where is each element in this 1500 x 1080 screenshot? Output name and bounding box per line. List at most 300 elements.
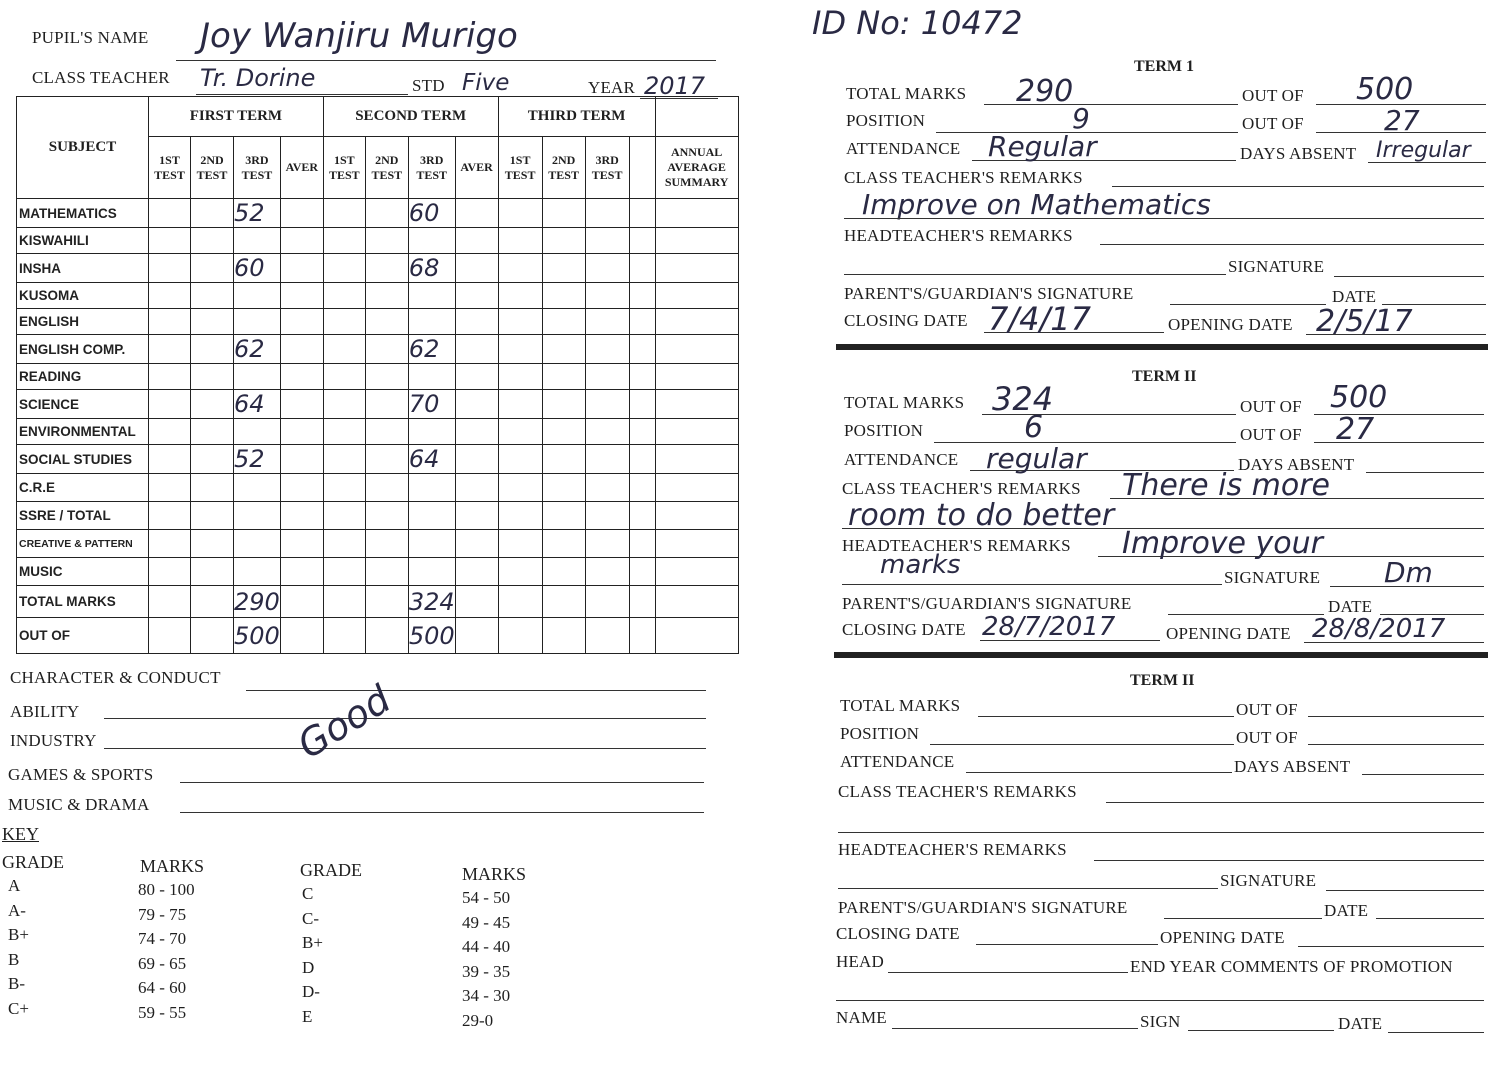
mark-cell bbox=[323, 364, 365, 390]
mark-cell bbox=[629, 586, 655, 618]
table-row bbox=[17, 228, 739, 254]
class-teacher-label: CLASS TEACHER bbox=[32, 68, 170, 87]
t1-test3-header: 3RD TEST bbox=[234, 137, 281, 199]
second-term-3rd-test-mark bbox=[408, 364, 455, 390]
mark-cell bbox=[498, 474, 542, 502]
mark-cell bbox=[585, 502, 629, 530]
t3-aver-header bbox=[629, 137, 655, 199]
term2-opening-date-label: OPENING DATE bbox=[1166, 624, 1291, 643]
term1-position-out-of-value: 27 bbox=[1384, 104, 1420, 137]
mark-cell bbox=[629, 419, 655, 445]
mark-cell bbox=[280, 364, 323, 390]
key-grade: C- bbox=[302, 908, 319, 928]
mark-cell bbox=[149, 309, 191, 335]
mark-cell bbox=[655, 364, 738, 390]
key-grade: B bbox=[8, 949, 20, 969]
std-label: STD bbox=[412, 76, 445, 95]
mark-cell bbox=[585, 309, 629, 335]
key-marks: 80 - 100 bbox=[138, 880, 195, 899]
second-term-3rd-test-mark: 62 bbox=[408, 335, 455, 364]
mark-cell bbox=[191, 618, 234, 654]
music-drama-label: MUSIC & DRAMA bbox=[8, 795, 150, 814]
mark-cell bbox=[365, 228, 408, 254]
first-term-3rd-test-mark bbox=[234, 228, 281, 254]
term3-signature-label: SIGNATURE bbox=[1220, 871, 1317, 890]
key-marks: 64 - 60 bbox=[138, 978, 187, 998]
mark-cell bbox=[323, 254, 365, 283]
key-grade: A- bbox=[8, 900, 26, 920]
key-grade: B+ bbox=[302, 933, 323, 953]
subject-name: ENGLISH COMP. bbox=[17, 335, 149, 364]
mark-cell bbox=[280, 502, 323, 530]
first-term-3rd-test-mark: 290 bbox=[234, 587, 280, 616]
mark-cell bbox=[149, 502, 191, 530]
ability-line bbox=[104, 718, 706, 719]
mark-cell bbox=[191, 364, 234, 390]
mark-cell bbox=[365, 335, 408, 364]
mark-cell bbox=[455, 390, 498, 419]
term1-divider bbox=[836, 344, 1488, 350]
mark-cell bbox=[542, 254, 585, 283]
sign-line bbox=[1188, 1030, 1334, 1031]
first-term-3rd-test-mark bbox=[234, 309, 281, 335]
term1-position-out-of-label: OUT OF bbox=[1242, 114, 1304, 133]
key-grade: A bbox=[8, 876, 21, 895]
mark-cell bbox=[455, 419, 498, 445]
mark-cell bbox=[323, 228, 365, 254]
mark-cell bbox=[323, 283, 365, 309]
subject-name: ENGLISH bbox=[17, 309, 149, 335]
term3-total-marks-label: TOTAL MARKS bbox=[840, 696, 961, 715]
mark-cell bbox=[191, 502, 234, 530]
key-marks-label-2: MARKS bbox=[462, 864, 527, 884]
mark-cell bbox=[365, 558, 408, 586]
mark-cell bbox=[655, 474, 738, 502]
second-term-3rd-test-mark: 64 bbox=[408, 445, 455, 474]
t3-test3-header: 3RD TEST bbox=[585, 137, 629, 199]
mark-cell bbox=[629, 390, 655, 419]
mark-cell bbox=[585, 335, 629, 364]
table-row bbox=[17, 530, 739, 558]
term2-title: TERM II bbox=[1132, 368, 1197, 385]
term3-date-line bbox=[1376, 918, 1484, 919]
mark-cell bbox=[191, 199, 234, 228]
term2-signature-label: SIGNATURE bbox=[1224, 568, 1321, 587]
mark-cell bbox=[149, 558, 191, 586]
key-grade: C+ bbox=[8, 999, 29, 1018]
key-grade: D bbox=[302, 957, 315, 977]
mark-cell bbox=[629, 445, 655, 474]
first-term-3rd-test-mark bbox=[234, 364, 281, 390]
games-sports-line bbox=[180, 782, 704, 783]
mark-cell bbox=[629, 474, 655, 502]
mark-cell bbox=[655, 445, 738, 474]
term1-title: TERM 1 bbox=[1134, 58, 1194, 75]
final-date-line bbox=[1388, 1032, 1484, 1033]
mark-cell bbox=[323, 445, 365, 474]
mark-cell bbox=[655, 618, 738, 654]
key-marks: 44 - 40 bbox=[462, 937, 511, 957]
term3-title: TERM II bbox=[1130, 672, 1195, 689]
mark-cell bbox=[629, 530, 655, 558]
term1-date-label: DATE bbox=[1332, 287, 1377, 306]
mark-cell bbox=[191, 228, 234, 254]
first-term-3rd-test-mark bbox=[234, 558, 281, 586]
term3-class-teacher-remarks-line bbox=[1106, 802, 1484, 803]
table-row bbox=[17, 390, 739, 419]
term1-parent-signature-label: PARENT'S/GUARDIAN'S SIGNATURE bbox=[844, 284, 1134, 303]
term2-parent-signature-line bbox=[1168, 614, 1324, 615]
mark-cell bbox=[280, 199, 323, 228]
mark-cell bbox=[542, 586, 585, 618]
industry-label: INDUSTRY bbox=[10, 731, 97, 750]
first-term-3rd-test-mark: 60 bbox=[234, 254, 281, 283]
t2-aver-header: AVER bbox=[455, 137, 498, 199]
mark-cell bbox=[585, 283, 629, 309]
key-grade-label-2: GRADE bbox=[300, 860, 362, 880]
term1-position-label: POSITION bbox=[846, 111, 926, 130]
term3-position-label: POSITION bbox=[840, 724, 920, 743]
second-term-header: SECOND TERM bbox=[323, 97, 498, 137]
mark-cell bbox=[629, 228, 655, 254]
mark-cell bbox=[629, 199, 655, 228]
key-marks: 29-0 bbox=[462, 1011, 494, 1030]
mark-cell bbox=[629, 502, 655, 530]
subject-name: ENVIRONMENTAL bbox=[17, 419, 149, 445]
mark-cell bbox=[365, 283, 408, 309]
mark-cell bbox=[149, 586, 191, 618]
mark-cell bbox=[365, 199, 408, 228]
mark-cell bbox=[629, 558, 655, 586]
term3-headteacher-remarks-label: HEADTEACHER'S REMARKS bbox=[838, 840, 1067, 859]
mark-cell bbox=[455, 309, 498, 335]
table-row bbox=[17, 364, 739, 390]
mark-cell bbox=[149, 530, 191, 558]
term1-parent-signature-line bbox=[1170, 304, 1326, 305]
mark-cell bbox=[280, 335, 323, 364]
key-marks: 74 - 70 bbox=[138, 929, 187, 949]
term2-attendance-label: ATTENDANCE bbox=[844, 450, 959, 469]
mark-cell bbox=[542, 309, 585, 335]
mark-cell bbox=[585, 199, 629, 228]
mark-cell bbox=[455, 474, 498, 502]
games-sports-label: GAMES & SPORTS bbox=[8, 765, 154, 784]
mark-cell bbox=[323, 530, 365, 558]
pupil-name-value: Joy Wanjiru Murigo bbox=[200, 16, 518, 56]
mark-cell bbox=[542, 335, 585, 364]
mark-cell bbox=[323, 558, 365, 586]
mark-cell bbox=[365, 618, 408, 654]
mark-cell bbox=[280, 283, 323, 309]
mark-cell bbox=[455, 618, 498, 654]
subject-name: OUT OF bbox=[17, 618, 149, 654]
second-term-3rd-test-mark: 68 bbox=[408, 254, 455, 283]
mark-cell bbox=[365, 502, 408, 530]
mark-cell bbox=[455, 199, 498, 228]
mark-cell bbox=[455, 364, 498, 390]
key-grade: E bbox=[302, 1007, 313, 1026]
term2-class-teacher-remarks-label: CLASS TEACHER'S REMARKS bbox=[842, 479, 1081, 498]
annual-header: ANNUAL AVERAGE SUMMARY bbox=[655, 137, 738, 199]
mark-cell bbox=[323, 335, 365, 364]
mark-cell bbox=[149, 364, 191, 390]
mark-cell bbox=[655, 419, 738, 445]
mark-cell bbox=[191, 419, 234, 445]
mark-cell bbox=[655, 254, 738, 283]
second-term-3rd-test-mark bbox=[408, 283, 455, 309]
term2-headteacher-remarks-value-2: marks bbox=[880, 550, 961, 580]
subject-name: INSHA bbox=[17, 254, 149, 283]
mark-cell bbox=[498, 586, 542, 618]
mark-cell bbox=[149, 390, 191, 419]
term2-class-teacher-remarks-value-2: room to do better bbox=[848, 498, 1115, 533]
mark-cell bbox=[365, 309, 408, 335]
mark-cell bbox=[149, 618, 191, 654]
term2-days-absent-label: DAYS ABSENT bbox=[1238, 455, 1355, 474]
mark-cell bbox=[498, 335, 542, 364]
mark-cell bbox=[542, 283, 585, 309]
term1-attendance-value: Regular bbox=[988, 130, 1097, 163]
term2-date-label: DATE bbox=[1328, 597, 1373, 616]
term2-position-out-of-label: OUT OF bbox=[1240, 425, 1302, 444]
table-row bbox=[17, 445, 739, 474]
mark-cell bbox=[498, 309, 542, 335]
mark-cell bbox=[455, 254, 498, 283]
mark-cell bbox=[498, 254, 542, 283]
mark-cell bbox=[149, 283, 191, 309]
term3-headteacher-remarks-line bbox=[1094, 860, 1484, 861]
mark-cell bbox=[455, 586, 498, 618]
term2-attendance-value: regular bbox=[986, 442, 1087, 475]
mark-cell bbox=[498, 618, 542, 654]
std-value: Five bbox=[462, 70, 510, 96]
term3-date-label: DATE bbox=[1324, 901, 1369, 920]
mark-cell bbox=[191, 335, 234, 364]
marks-table bbox=[16, 96, 739, 654]
subject-name: KUSOMA bbox=[17, 283, 149, 309]
mark-cell bbox=[455, 335, 498, 364]
term2-closing-date-label: CLOSING DATE bbox=[842, 620, 966, 639]
mark-cell bbox=[365, 390, 408, 419]
character-conduct-line bbox=[246, 690, 706, 691]
term2-divider bbox=[834, 652, 1488, 658]
third-term-header: THIRD TERM bbox=[498, 97, 655, 137]
term1-total-marks-value: 290 bbox=[1016, 74, 1074, 109]
mark-cell bbox=[365, 419, 408, 445]
term2-closing-date-value: 28/7/2017 bbox=[982, 612, 1116, 642]
key-marks: 49 - 45 bbox=[462, 912, 511, 932]
mark-cell bbox=[498, 558, 542, 586]
term3-parent-signature-line bbox=[1164, 918, 1322, 919]
first-term-3rd-test-mark: 52 bbox=[234, 199, 281, 228]
mark-cell bbox=[655, 283, 738, 309]
subject-name: READING bbox=[17, 364, 149, 390]
mark-cell bbox=[585, 474, 629, 502]
mark-cell bbox=[498, 530, 542, 558]
table-row bbox=[17, 335, 739, 364]
mark-cell bbox=[455, 558, 498, 586]
sign-label: SIGN bbox=[1140, 1012, 1181, 1031]
subject-name: CREATIVE & PATTERN bbox=[17, 530, 149, 558]
mark-cell bbox=[498, 419, 542, 445]
term1-headteacher-remarks-label: HEADTEACHER'S REMARKS bbox=[844, 226, 1073, 245]
mark-cell bbox=[191, 283, 234, 309]
term2-opening-date-value: 28/8/2017 bbox=[1312, 614, 1446, 644]
term2-days-absent-line bbox=[1366, 472, 1484, 473]
mark-cell bbox=[191, 558, 234, 586]
mark-cell bbox=[149, 445, 191, 474]
term3-opening-date-line bbox=[1298, 946, 1484, 947]
mark-cell bbox=[191, 390, 234, 419]
mark-cell bbox=[149, 199, 191, 228]
table-row bbox=[17, 419, 739, 445]
t2-test3-header: 3RD TEST bbox=[408, 137, 455, 199]
second-term-3rd-test-mark bbox=[408, 309, 455, 335]
mark-cell bbox=[365, 364, 408, 390]
mark-cell bbox=[191, 474, 234, 502]
key-marks: 39 - 35 bbox=[462, 961, 511, 981]
mark-cell bbox=[498, 502, 542, 530]
mark-cell bbox=[585, 445, 629, 474]
character-conduct-label: CHARACTER & CONDUCT bbox=[10, 668, 221, 687]
mark-cell bbox=[542, 445, 585, 474]
term3-closing-date-label: CLOSING DATE bbox=[836, 924, 960, 943]
subject-name: MATHEMATICS bbox=[17, 199, 149, 228]
second-term-3rd-test-mark: 500 bbox=[408, 618, 455, 654]
second-term-3rd-test-mark bbox=[408, 530, 455, 558]
end-year-comments-label: END YEAR COMMENTS OF PROMOTION bbox=[1130, 957, 1453, 976]
first-term-3rd-test-mark bbox=[234, 419, 281, 445]
mark-cell bbox=[629, 309, 655, 335]
mark-cell bbox=[191, 530, 234, 558]
mark-cell bbox=[629, 364, 655, 390]
year-value: 2017 bbox=[644, 72, 706, 100]
mark-cell bbox=[585, 618, 629, 654]
key-marks: 59 - 55 bbox=[138, 1003, 187, 1022]
table-row bbox=[17, 618, 739, 654]
mark-cell bbox=[323, 586, 365, 618]
key-grade-label-1: GRADE bbox=[2, 852, 64, 872]
table-row bbox=[17, 199, 739, 228]
final-date-label: DATE bbox=[1338, 1014, 1383, 1033]
term3-headteacher-remarks-line-2 bbox=[838, 888, 1218, 889]
second-term-3rd-test-mark: 70 bbox=[408, 390, 455, 419]
mark-cell bbox=[323, 390, 365, 419]
key-grade: B- bbox=[8, 974, 25, 994]
first-term-3rd-test-mark bbox=[234, 474, 281, 502]
mark-cell bbox=[149, 228, 191, 254]
subject-name: C.R.E bbox=[17, 474, 149, 502]
head-label: HEAD bbox=[836, 952, 885, 971]
term3-signature-line bbox=[1326, 890, 1484, 891]
term3-parent-signature-label: PARENT'S/GUARDIAN'S SIGNATURE bbox=[838, 898, 1128, 917]
term3-closing-date-line bbox=[976, 944, 1158, 945]
term1-days-absent-label: DAYS ABSENT bbox=[1240, 144, 1357, 163]
key-marks: 34 - 30 bbox=[462, 986, 511, 1006]
mark-cell bbox=[280, 618, 323, 654]
mark-cell bbox=[585, 390, 629, 419]
mark-cell bbox=[149, 335, 191, 364]
mark-cell bbox=[323, 199, 365, 228]
mark-cell bbox=[655, 586, 738, 618]
mark-cell bbox=[280, 558, 323, 586]
mark-cell bbox=[542, 558, 585, 586]
mark-cell bbox=[585, 419, 629, 445]
mark-cell bbox=[655, 558, 738, 586]
year-label: YEAR bbox=[588, 78, 636, 97]
mark-cell bbox=[655, 309, 738, 335]
second-term-3rd-test-mark: 324 bbox=[408, 587, 455, 616]
mark-cell bbox=[655, 228, 738, 254]
term3-position-out-of-label: OUT OF bbox=[1236, 728, 1298, 747]
second-term-3rd-test-mark bbox=[408, 228, 455, 254]
mark-cell bbox=[655, 390, 738, 419]
key-grade: B+ bbox=[8, 925, 29, 945]
mark-cell bbox=[149, 254, 191, 283]
term1-attendance-label: ATTENDANCE bbox=[846, 139, 961, 158]
mark-cell bbox=[323, 474, 365, 502]
mark-cell bbox=[280, 254, 323, 283]
conduct-handwritten: Good bbox=[290, 676, 399, 768]
term2-headteacher-remarks-line-2 bbox=[842, 584, 1222, 585]
mark-cell bbox=[498, 199, 542, 228]
key-marks: 54 - 50 bbox=[462, 888, 511, 907]
term2-position-value: 6 bbox=[1024, 410, 1044, 445]
mark-cell bbox=[655, 502, 738, 530]
mark-cell bbox=[280, 586, 323, 618]
mark-cell bbox=[585, 558, 629, 586]
term2-out-of-label: OUT OF bbox=[1240, 397, 1302, 416]
table-row bbox=[17, 283, 739, 309]
term2-headteacher-remarks-label: HEADTEACHER'S REMARKS bbox=[842, 536, 1071, 555]
term1-position-value: 9 bbox=[1072, 102, 1090, 135]
mark-cell bbox=[455, 283, 498, 309]
mark-cell bbox=[498, 445, 542, 474]
table-row bbox=[17, 502, 739, 530]
mark-cell bbox=[629, 335, 655, 364]
subject-header: SUBJECT bbox=[17, 97, 149, 199]
subject-name: SSRE / TOTAL bbox=[17, 502, 149, 530]
second-term-3rd-test-mark bbox=[408, 502, 455, 530]
term2-headteacher-remarks-value-1: Improve your bbox=[1122, 526, 1324, 561]
term3-days-absent-line bbox=[1362, 774, 1484, 775]
mark-cell bbox=[323, 502, 365, 530]
mark-cell bbox=[365, 586, 408, 618]
mark-cell bbox=[280, 228, 323, 254]
term2-position-out-of-value: 27 bbox=[1336, 412, 1375, 447]
t1-test2-header: 2ND TEST bbox=[191, 137, 234, 199]
term1-opening-date-label: OPENING DATE bbox=[1168, 315, 1293, 334]
term2-signature-value: Dm bbox=[1384, 556, 1433, 589]
key-marks: 79 - 75 bbox=[138, 904, 187, 924]
term3-attendance-line bbox=[966, 772, 1232, 773]
term1-signature-label: SIGNATURE bbox=[1228, 257, 1325, 276]
mark-cell bbox=[542, 390, 585, 419]
subject-name: KISWAHILI bbox=[17, 228, 149, 254]
mark-cell bbox=[542, 419, 585, 445]
mark-cell bbox=[280, 309, 323, 335]
mark-cell bbox=[498, 364, 542, 390]
key-marks-label-1: MARKS bbox=[140, 856, 205, 876]
first-term-3rd-test-mark bbox=[234, 530, 281, 558]
name-line bbox=[892, 1028, 1138, 1029]
table-row bbox=[17, 309, 739, 335]
mark-cell bbox=[542, 364, 585, 390]
mark-cell bbox=[629, 283, 655, 309]
term1-remarks-line-2 bbox=[844, 218, 1484, 219]
pupil-name-label: PUPIL'S NAME bbox=[32, 28, 149, 47]
second-term-3rd-test-mark bbox=[408, 558, 455, 586]
